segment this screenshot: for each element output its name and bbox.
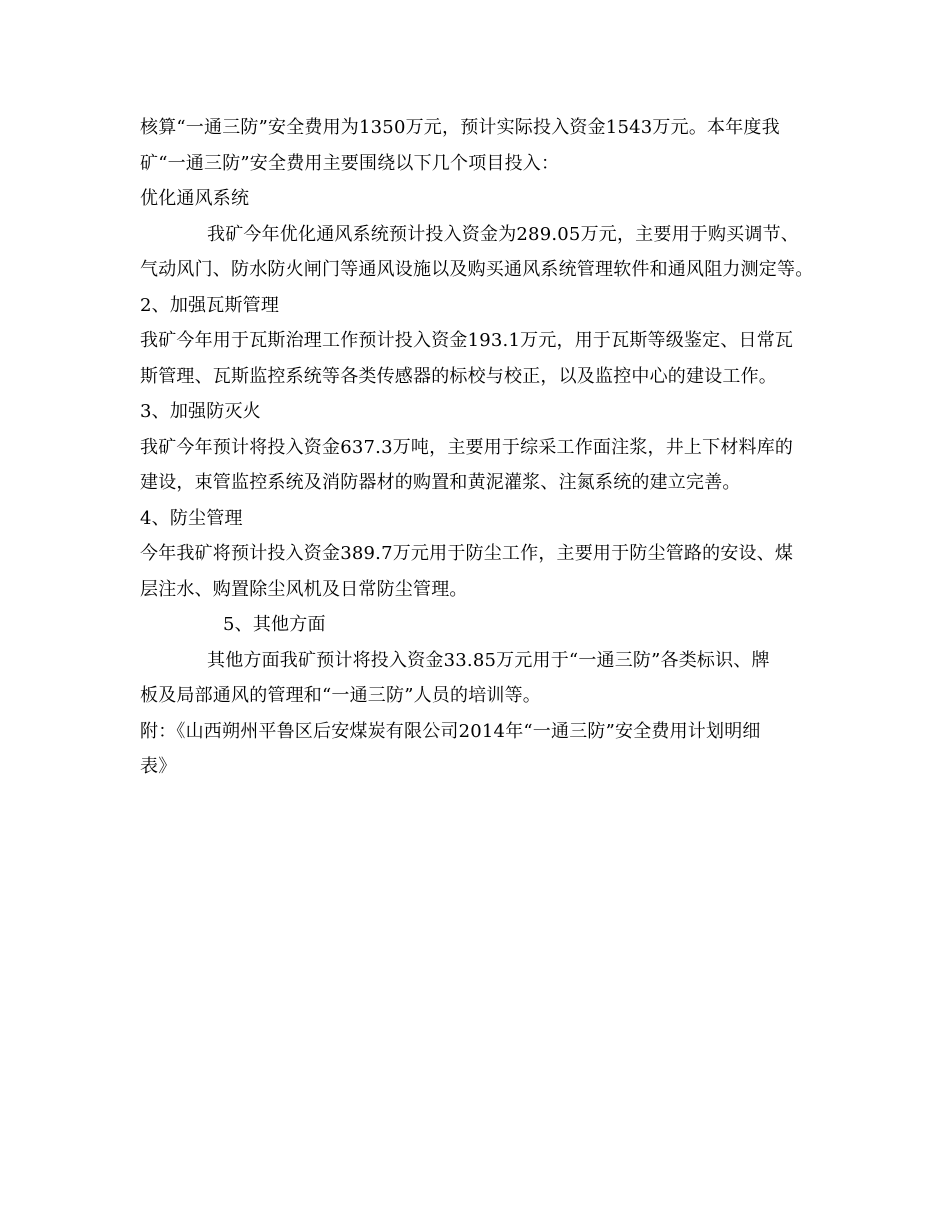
paragraph-line: 核算“一通三防”安全费用为1350万元，预计实际投入资金1543万元。本年度我 (140, 117, 780, 138)
paragraph-line: 我矿今年优化通风系统预计投入资金为289.05万元，主要用于购买调节、 (207, 224, 799, 245)
section-heading-other: 5、其他方面 (223, 614, 326, 635)
attachment-line: 表》 (140, 756, 177, 777)
paragraph-line: 我矿今年预计将投入资金637.3万吨，主要用于综采工作面注浆，井上下材料库的 (140, 437, 794, 458)
paragraph-line: 其他方面我矿预计将投入资金33.85万元用于“一通三防”各类标识、牌 (207, 650, 770, 671)
paragraph-line: 我矿今年用于瓦斯治理工作预计投入资金193.1万元，用于瓦斯等级鉴定、日常瓦 (140, 330, 794, 351)
paragraph-line: 层注水、购置除尘风机及日常防尘管理。 (140, 579, 468, 600)
section-heading-dust-management: 4、防尘管理 (140, 508, 243, 529)
paragraph-line: 矿“一通三防”安全费用主要围绕以下几个项目投入： (140, 153, 560, 174)
section-heading-fire-prevention: 3、加强防灭火 (140, 401, 261, 422)
paragraph-line: 今年我矿将预计投入资金389.7万元用于防尘工作，主要用于防尘管路的安设、煤 (140, 543, 794, 564)
section-heading-gas-management: 2、加强瓦斯管理 (140, 295, 280, 316)
paragraph-line: 斯管理、瓦斯监控系统等各类传感器的标校与校正，以及监控中心的建设工作。 (140, 366, 777, 387)
section-heading-ventilation: 优化通风系统 (140, 188, 250, 209)
paragraph-line: 板及局部通风的管理和“一通三防”人员的培训等。 (140, 685, 542, 706)
paragraph-line: 建设，束管监控系统及消防器材的购置和黄泥灌浆、注氮系统的建立完善。 (140, 472, 741, 493)
paragraph-line: 气动风门、防水防火闸门等通风设施以及购买通风系统管理软件和通风阻力测定等。 (140, 259, 814, 280)
attachment-line: 附：《山西朔州平鲁区后安煤炭有限公司2014年“一通三防”安全费用计划明细 (140, 721, 761, 742)
